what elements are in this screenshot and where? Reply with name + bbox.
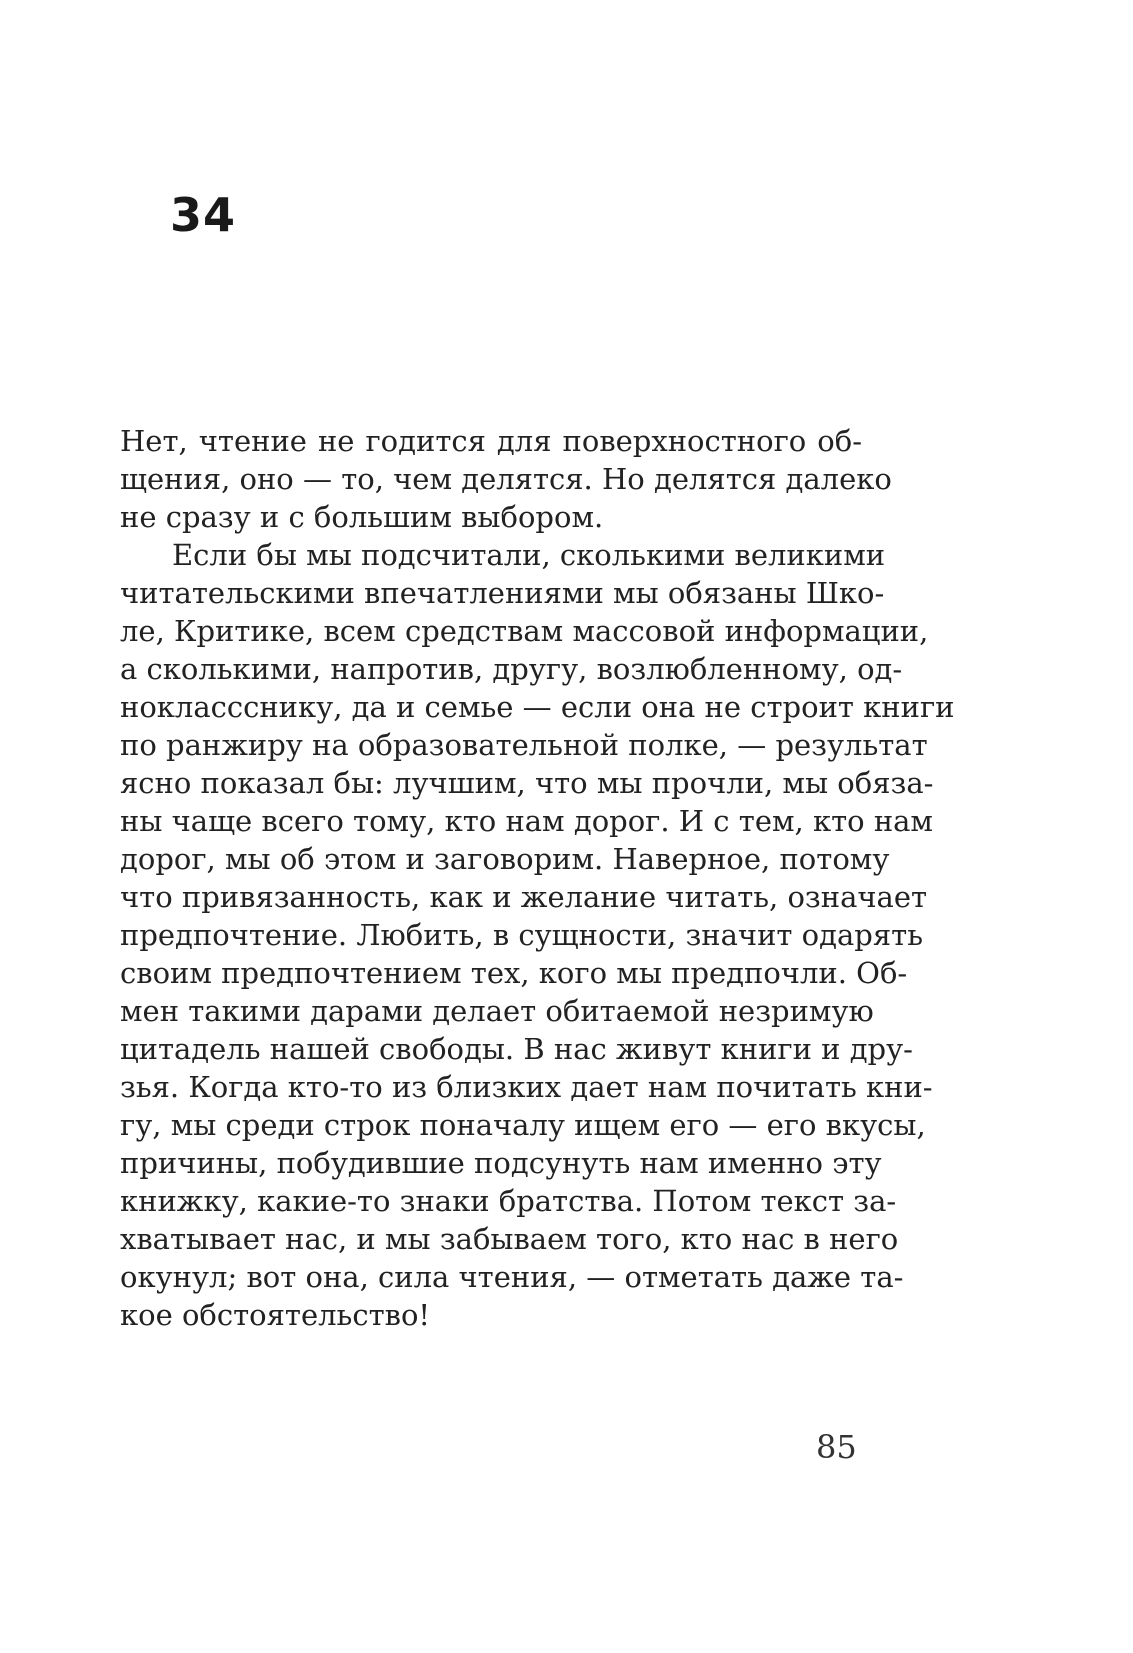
text-line: причины, побудившие подсунуть нам именно эту [120, 1146, 882, 1180]
text-line: а сколькими, напротив, другу, возлюбленному, од- [120, 652, 903, 686]
text-line: предпочтение. Любить, в сущности, значит одарять [120, 918, 923, 952]
text-line: читательскими впечатлениями мы обязаны Шко- [120, 576, 885, 610]
text-line: ле, Критике, всем средствам массовой информации, [120, 614, 929, 648]
page-number: 85 [816, 1428, 857, 1466]
text-line: щения, оно — то, чем делятся. Но делятся далеко [120, 462, 892, 496]
text-line: что привязанность, как и желание читать, означает [120, 880, 928, 914]
text-line: ясно показал бы: лучшим, что мы прочли, мы обяза- [120, 766, 934, 800]
text-line: книжку, какие-то знаки братства. Потом текст за- [120, 1184, 897, 1218]
text-line: окунул; вот она, сила чтения, — отметать даже та- [120, 1260, 904, 1294]
text-line: кое обстоятельство! [120, 1298, 431, 1332]
text-line: не сразу и с большим выбором. [120, 500, 604, 534]
paragraph-1 [120, 422, 892, 536]
text-line: ны чаще всего тому, кто нам дорог. И с тем, кто нам [120, 804, 933, 838]
text-line: зья. Когда кто-то из близких дает нам почитать кни- [120, 1070, 933, 1104]
text-line: мен такими дарами делает обитаемой незримую [120, 994, 874, 1028]
text-line: цитадель нашей свободы. В нас живут книги и дру- [120, 1032, 913, 1066]
text-line: по ранжиру на образовательной полке, — результат [120, 728, 928, 762]
text-line: своим предпочтением тех, кого мы предпочли. Об- [120, 956, 908, 990]
text-line: хватывает нас, и мы забываем того, кто нас в него [120, 1222, 899, 1256]
text-line: ноклассснику, да и семье — если она не строит книги [120, 690, 955, 724]
chapter-number: 34 [170, 188, 237, 242]
text-line: Нет, чтение не годится для поверхностного об- [120, 424, 862, 458]
text-line: гу, мы среди строк поначалу ищем его — его вкусы, [120, 1108, 926, 1142]
paragraph-2 [120, 536, 955, 1334]
text-line: Если бы мы подсчитали, сколькими великими [172, 538, 886, 572]
text-line: дорог, мы об этом и заговорим. Наверное, потому [120, 842, 890, 876]
body-text [120, 422, 955, 1334]
